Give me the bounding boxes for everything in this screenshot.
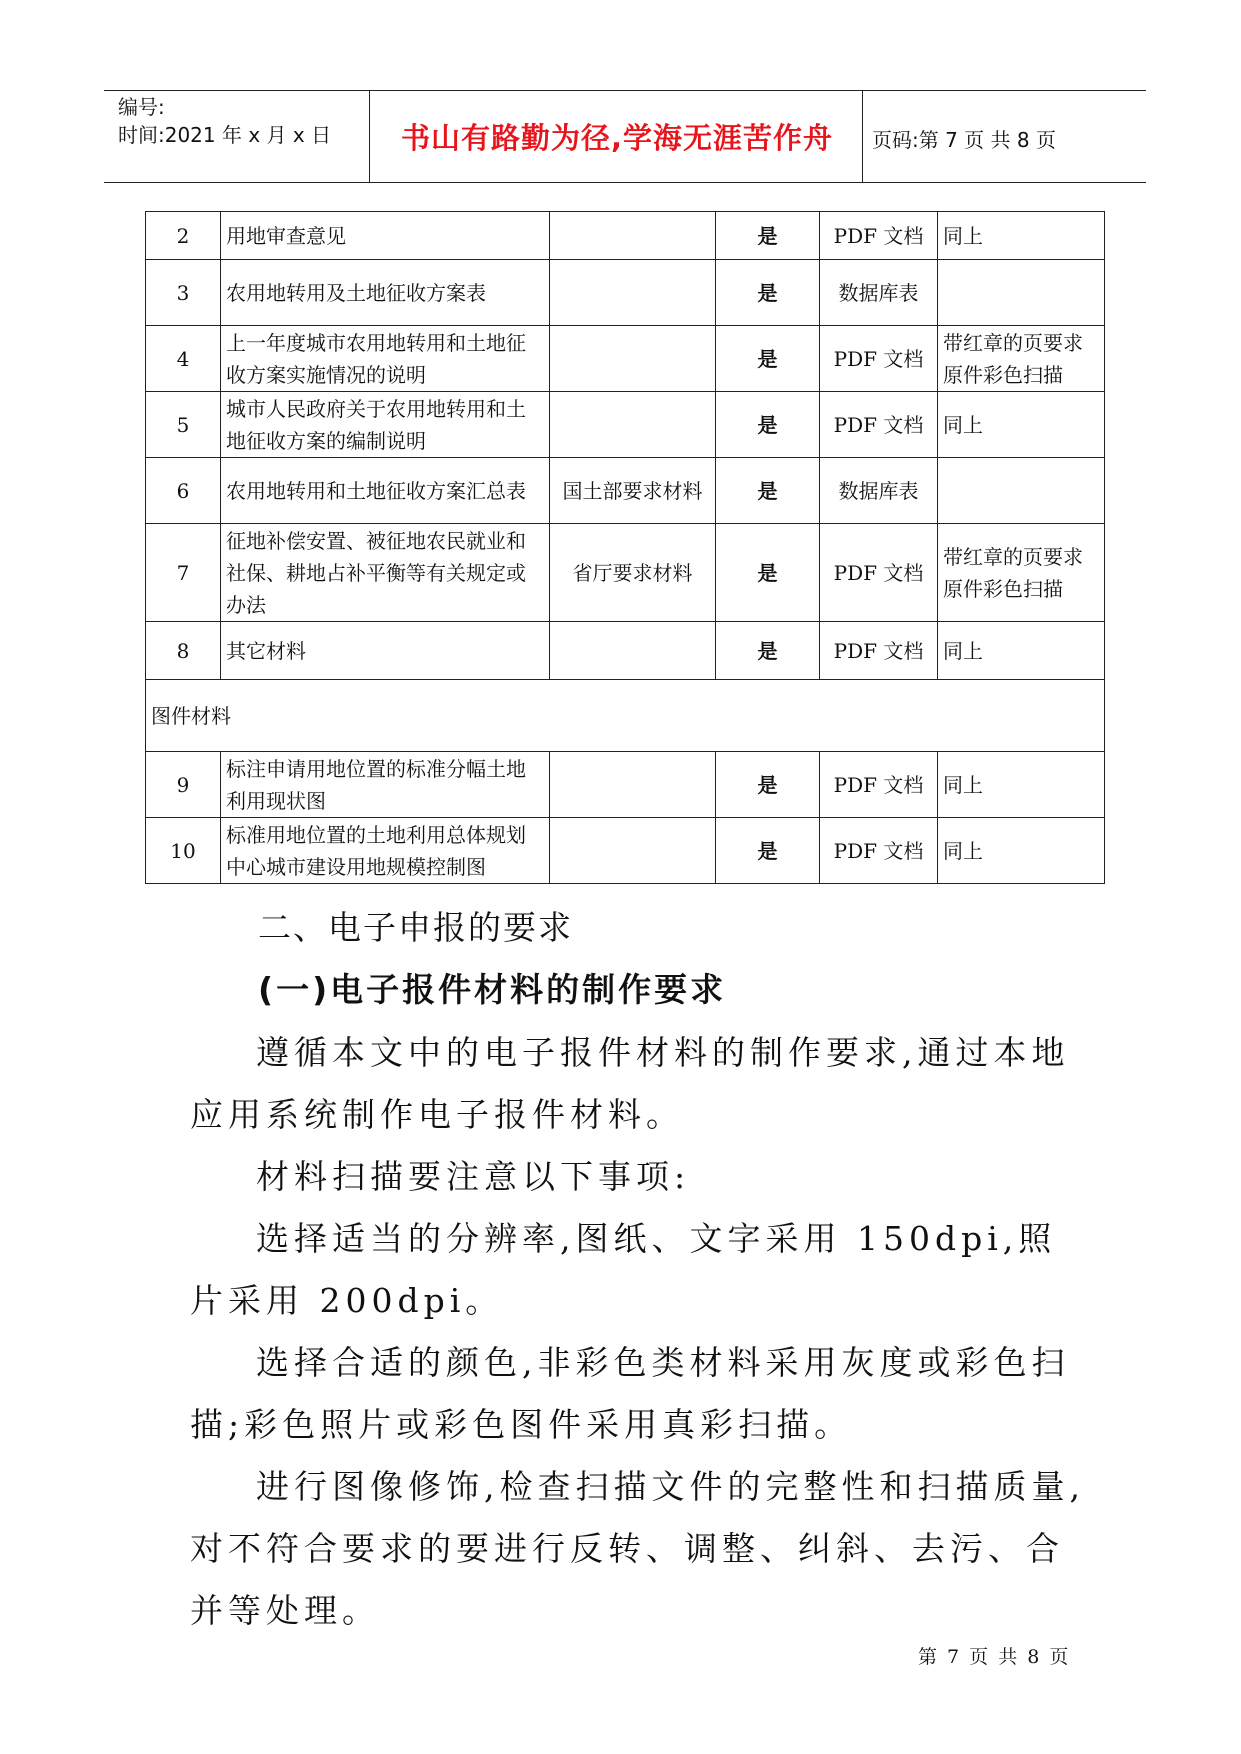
row-number: 8 [146,622,221,680]
table-row [146,524,1105,622]
paragraph-text: 选择适当的分辨率,图纸、文字采用 150dpi,照片采用 200dpi。 [190,1219,1057,1320]
header-meta [118,93,331,149]
table-row [146,212,1105,260]
file-format: PDF 文档 [820,622,938,680]
header-top-rule [104,90,1146,91]
row-number: 9 [146,752,221,818]
required-flag: 是 [716,212,820,260]
paragraph-text: 选择合适的颜色,非彩色类材料采用灰度或彩色扫描;彩色照片或彩色图件采用真彩扫描。 [190,1343,1070,1444]
required-flag: 是 [716,260,820,326]
remark: 同上 [938,622,1105,680]
material-name: 征地补偿安置、被征地农民就业和社保、耕地占补平衡等有关规定或办法 [221,524,550,622]
paragraph-text: 材料扫描要注意以下事项: [256,1157,691,1196]
remark: 同上 [938,752,1105,818]
required-flag: 是 [716,326,820,392]
required-flag: 是 [716,524,820,622]
remark: 同上 [938,392,1105,458]
file-format: PDF 文档 [820,524,938,622]
file-format: PDF 文档 [820,818,938,884]
required-flag: 是 [716,622,820,680]
row-number: 6 [146,458,221,524]
material-source [550,392,716,458]
remark: 带红章的页要求原件彩色扫描 [938,524,1105,622]
material-name: 城市人民政府关于农用地转用和土地征收方案的编制说明 [221,392,550,458]
header-divider-left [369,90,370,182]
row-number: 7 [146,524,221,622]
file-format: 数据库表 [820,260,938,326]
table-row [146,818,1105,884]
table-row [146,392,1105,458]
material-name: 用地审查意见 [221,212,550,260]
header-bottom-rule [104,182,1146,183]
section-heading: 二、电子申报的要求 [258,908,573,947]
paragraph [190,1208,1090,1332]
table-section-row [146,680,1105,752]
file-format: PDF 文档 [820,392,938,458]
material-source [550,752,716,818]
row-number: 2 [146,212,221,260]
required-flag: 是 [716,392,820,458]
remark [938,458,1105,524]
remark: 同上 [938,212,1105,260]
footer-page-number: 第 7 页 共 8 页 [918,1646,1071,1668]
material-source: 国土部要求材料 [550,458,716,524]
table-row [146,458,1105,524]
material-source [550,260,716,326]
material-name: 标准用地位置的土地利用总体规划中心城市建设用地规模控制图 [221,818,550,884]
paragraph [190,1022,1090,1146]
paragraph-text: 进行图像修饰,检查扫描文件的完整性和扫描质量,对不符合要求的要进行反转、调整、纠斜、去污、合并等处理。 [190,1467,1085,1630]
table-row [146,622,1105,680]
remark: 带红章的页要求原件彩色扫描 [938,326,1105,392]
material-source [550,326,716,392]
subsection-heading: (一)电子报件材料的制作要求 [258,970,727,1009]
file-format: 数据库表 [820,458,938,524]
required-flag: 是 [716,458,820,524]
table-row [146,326,1105,392]
paragraph-text: 遵循本文中的电子报件材料的制作要求,通过本地应用系统制作电子报件材料。 [190,1033,1070,1134]
header-motto: 书山有路勤为径,学海无涯苦作舟 [400,121,834,155]
table-row [146,752,1105,818]
file-format: PDF 文档 [820,752,938,818]
material-source [550,212,716,260]
document-time: 时间:2021 年 x 月 x 日 [118,123,332,147]
material-name: 农用地转用和土地征收方案汇总表 [221,458,550,524]
table-row [146,260,1105,326]
row-number: 5 [146,392,221,458]
header-divider-right [862,90,863,182]
material-name: 其它材料 [221,622,550,680]
paragraph [190,1332,1090,1456]
remark: 同上 [938,818,1105,884]
paragraph [190,1456,1090,1642]
row-number: 4 [146,326,221,392]
header-page-number: 页码:第 7 页 共 8 页 [872,128,1056,152]
material-name: 农用地转用及土地征收方案表 [221,260,550,326]
file-format: PDF 文档 [820,212,938,260]
file-format: PDF 文档 [820,326,938,392]
paragraph [190,1146,1090,1208]
section-label: 图件材料 [146,680,1105,752]
row-number: 3 [146,260,221,326]
remark [938,260,1105,326]
row-number: 10 [146,818,221,884]
material-name: 标注申请用地位置的标准分幅土地利用现状图 [221,752,550,818]
material-source: 省厅要求材料 [550,524,716,622]
required-flag: 是 [716,818,820,884]
materials-table [145,211,1105,884]
material-name: 上一年度城市农用地转用和土地征收方案实施情况的说明 [221,326,550,392]
material-source [550,818,716,884]
required-flag: 是 [716,752,820,818]
material-source [550,622,716,680]
document-number: 编号: [118,95,165,119]
